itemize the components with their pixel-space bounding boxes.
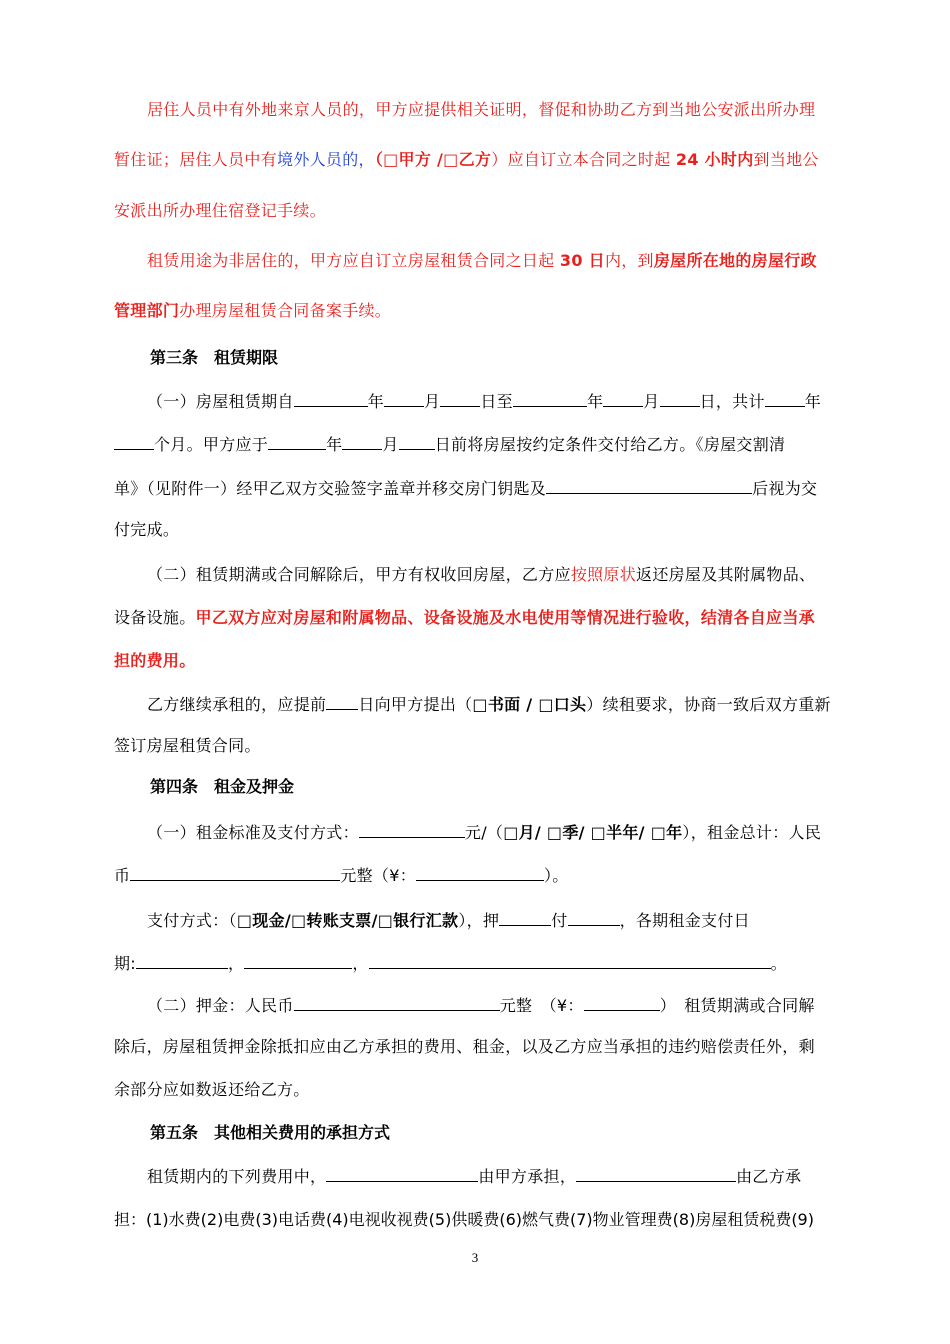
text: 日向甲方提出（: [358, 695, 473, 714]
art3-s2-line1: [147, 564, 836, 586]
text: 年: [367, 392, 385, 411]
text-24-hours: 24 小时内: [675, 150, 754, 169]
art3-s1-line1: [147, 389, 836, 413]
renewal-method-checkboxes[interactable]: □书面 / □口头: [472, 695, 587, 714]
text: 安派出所办理住宿登记手续。: [114, 201, 326, 220]
payment-method-checkboxes[interactable]: □现金/□转账支票/□银行汇款: [236, 911, 459, 930]
blank-party-b-fees[interactable]: [576, 1164, 736, 1182]
text: 余部分应如数返还给乙方。: [114, 1080, 310, 1099]
blank-rent-total-words[interactable]: [130, 863, 340, 881]
art5-line1: [147, 1164, 836, 1188]
text: 办理房屋租赁合同备案手续。: [179, 301, 392, 320]
art3-s1-line2: [114, 432, 836, 456]
text: 租赁用途为非居住的，甲方应自订立房屋租赁合同之日起: [147, 251, 560, 270]
para-filing-line1: [147, 250, 836, 272]
art3-s3-line2: [114, 735, 836, 757]
blank-deposit-words[interactable]: [294, 993, 500, 1011]
rent-period-checkboxes[interactable]: □月/ □季/ □半年/ □年: [503, 823, 683, 842]
blank-rent-total-number[interactable]: [416, 863, 544, 881]
art4-s1-line2: [114, 863, 836, 887]
art5-line2: [114, 1209, 836, 1231]
article-4-heading: 第四条 租金及押金: [150, 777, 295, 796]
text: ，各期租金支付日: [619, 911, 750, 930]
text: 个月。甲方应于: [154, 435, 269, 454]
blank-end-month[interactable]: [603, 389, 643, 407]
text: ，: [228, 954, 245, 973]
text: ）。: [544, 866, 569, 885]
page-number: 3: [471, 1250, 479, 1265]
text: ）续租要求，协商一致后双方重新: [586, 695, 831, 714]
art3-s1-line3: [114, 476, 836, 500]
blank-end-day[interactable]: [660, 389, 700, 407]
blank-start-day[interactable]: [440, 389, 480, 407]
art3-s2-line3: [114, 650, 836, 672]
text: 年: [804, 392, 822, 411]
text: ）应自订立本合同之时起: [491, 150, 676, 169]
blank-pay-date-3[interactable]: [369, 951, 771, 969]
text: （二）押金：人民币: [147, 996, 294, 1015]
text: 。: [770, 954, 787, 973]
text: ，: [352, 954, 369, 973]
art3-s1-line4: [114, 519, 836, 541]
text: 月: [424, 392, 441, 411]
text: 日至: [480, 392, 513, 411]
text-foreign-persons: 境外人员的，: [277, 150, 375, 169]
art4-s1-line4: [114, 951, 836, 975]
party-checkbox-options[interactable]: □甲方 /□乙方: [383, 150, 492, 169]
art4-s2-line2: [114, 1036, 836, 1058]
blank-deliver-month[interactable]: [342, 432, 382, 450]
blank-renewal-days[interactable]: [326, 692, 358, 710]
text: 租赁期内的下列费用中，: [147, 1167, 327, 1186]
text: 担的费用。: [114, 651, 196, 670]
text: 付: [551, 911, 568, 930]
text: 元/（: [464, 823, 504, 842]
text: （一）租金标准及支付方式：: [147, 823, 359, 842]
blank-start-month[interactable]: [384, 389, 424, 407]
text: ），押: [458, 911, 500, 930]
blank-rent-amount[interactable]: [359, 820, 465, 838]
art4-s1-line3: [147, 908, 836, 932]
text: 月: [643, 392, 660, 411]
art4-s1-line1: [147, 820, 836, 844]
text: 由乙方承: [736, 1167, 802, 1186]
article-3-heading: 第三条 租赁期限: [150, 348, 279, 367]
text: 币: [114, 866, 131, 885]
para-residents-line1: [147, 99, 836, 121]
blank-total-months[interactable]: [114, 432, 154, 450]
text: （二）租赁期满或合同解除后，甲方有权收回房屋，乙方应: [147, 565, 571, 584]
text: 返还房屋及其附属物品、: [636, 565, 816, 584]
text: 单》（见附件一）经甲乙双方交验签字盖章并移交房门钥匙及: [114, 479, 547, 498]
art3-s2-line2: [114, 607, 836, 629]
text-housing-admin: 房屋所在地的房屋行政: [653, 251, 817, 270]
text: 除后，房屋租赁押金除抵扣应由乙方承担的费用、租金，以及乙方应当承担的违约赔偿责任外，剩: [114, 1037, 815, 1056]
text: 设备设施。: [114, 608, 196, 627]
text: 付完成。: [114, 520, 180, 539]
text-original-condition: 按照原状: [570, 565, 637, 584]
text: 年: [326, 435, 343, 454]
text: ），租金总计：人民: [682, 823, 822, 842]
text-30-days: 30 日: [559, 251, 605, 270]
text: ） 租赁期满或合同解: [659, 996, 815, 1015]
text-fee-list: 担：(1)水费(2)电费(3)电话费(4)电视收视费(5)供暖费(6)燃气费(7)物业管理费(8)房屋租赁税费(9): [114, 1210, 814, 1229]
art4-s2-line3: [114, 1079, 836, 1101]
text: 签订房屋租赁合同。: [114, 736, 261, 755]
blank-start-year[interactable]: [294, 389, 368, 407]
blank-deliver-day[interactable]: [399, 432, 435, 450]
blank-party-a-fees[interactable]: [326, 1164, 478, 1182]
text: 日前将房屋按约定条件交付给乙方。《房屋交割清: [434, 435, 786, 454]
text: 元整（¥：: [340, 866, 416, 885]
text: 内，到: [604, 251, 654, 270]
text: （: [374, 150, 384, 169]
para-residents-line2: [114, 149, 836, 171]
text: 后视为交: [752, 479, 818, 498]
text: 由甲方承担，: [478, 1167, 577, 1186]
blank-pay-date-2[interactable]: [244, 951, 352, 969]
text: 到当地公: [753, 150, 819, 169]
text: 居住人员中有外地来京人员的，甲方应提供相关证明，督促和协助乙方到当地公安派出所办理: [147, 100, 816, 119]
text: 元整 （¥：: [499, 996, 584, 1015]
para-filing-line2: [114, 300, 836, 322]
art4-s2-line1: [147, 993, 836, 1017]
blank-deliver-year[interactable]: [268, 432, 326, 450]
blank-pay-months[interactable]: [568, 908, 620, 926]
text: 期:: [114, 954, 136, 973]
blank-total-years[interactable]: [765, 389, 805, 407]
text-inspection-clause: 甲乙双方应对房屋和附属物品、设备设施及水电使用等情况进行验收，结清各自应当承: [195, 608, 815, 627]
blank-pay-date-1[interactable]: [136, 951, 228, 969]
art3-s3-line1: [147, 692, 836, 716]
text: （一）房屋租赁期自: [147, 392, 294, 411]
blank-end-year[interactable]: [513, 389, 587, 407]
text-admin-dept: 管理部门: [114, 301, 180, 320]
text: 乙方继续承租的，应提前: [147, 695, 327, 714]
text: 暂住证；居住人员中有: [114, 150, 278, 169]
article-5-heading: 第五条 其他相关费用的承担方式: [150, 1123, 391, 1142]
blank-handover-items[interactable]: [546, 476, 752, 494]
text: 支付方式：（: [147, 911, 237, 930]
text: 月: [382, 435, 399, 454]
para-residents-line3: [114, 200, 836, 222]
blank-deposit-months[interactable]: [499, 908, 551, 926]
text: 日，共计: [699, 392, 765, 411]
blank-deposit-number[interactable]: [584, 993, 660, 1011]
text: 年: [586, 392, 604, 411]
